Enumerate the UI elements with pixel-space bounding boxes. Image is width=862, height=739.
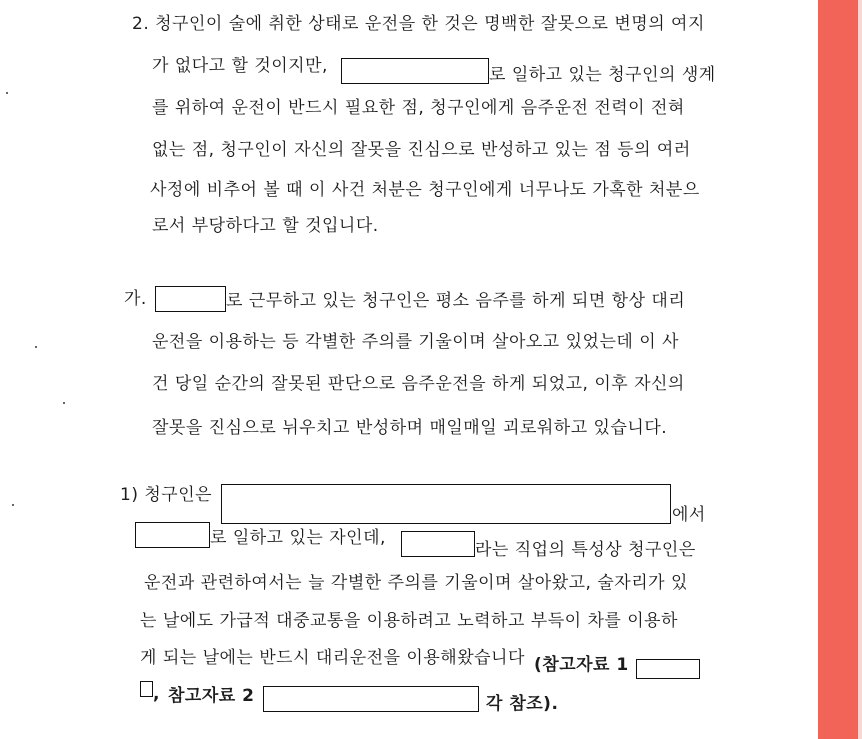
section-1-line-2a: 로 일하고 있는 자인데, [210,528,386,548]
scan-speck [6,92,8,94]
section-2-line-5: 사정에 비추어 볼 때 이 사건 처분은 청구인에게 너무나도 가혹한 처분으 [150,180,700,200]
section-ga-marker: 가. [124,289,147,309]
scan-speck [12,504,14,506]
scan-speck [35,346,37,348]
reference-2-label: 참고자료 2 [168,686,255,706]
section-2-line-3: 를 위하여 운전이 반드시 필요한 점, 청구인에게 음주운전 전력이 전혀 [152,98,685,118]
section-ga-line-4: 잘못을 진심으로 뉘우치고 반성하며 매일매일 괴로워하고 있습니다. [152,418,668,438]
section-1-line-3: 운전과 관련하여서는 늘 각별한 주의를 기울이며 살아왔고, 술자리가 있 [144,573,688,593]
section-1-line-1a: 1) 청구인은 [120,485,213,505]
section-2-line-6: 로서 부당하다고 할 것입니다. [152,216,379,236]
redacted-box [140,681,153,697]
scan-speck [63,402,65,404]
red-margin-stripe [818,0,858,739]
section-2-line-2a: 가 없다고 할 것이지만, [152,56,328,76]
redacted-box [155,286,226,312]
reference-1-label: (참고자료 1 [534,655,629,675]
section-2-line-1: 2. 청구인이 술에 취한 상태로 운전을 한 것은 명백한 잘못으로 변명의 여지 [132,14,705,34]
section-1-line-5a: 게 되는 날에는 반드시 대리운전을 이용해왔습니다 [140,648,525,668]
section-1-line-1b: 에서 [672,505,706,525]
redacted-box [221,484,671,524]
redacted-box [135,522,210,548]
section-1-line-4: 는 날에도 가급적 대중교통을 이용하려고 노력하고 부득이 차를 이용하 [140,611,678,631]
section-1-line-2b: 라는 직업의 특성상 청구인은 [475,540,696,560]
redacted-box [636,659,700,679]
reference-separator: , [153,684,160,704]
reference-suffix: 각 참조). [486,694,559,714]
section-2-line-4: 없는 점, 청구인이 자신의 잘못을 진심으로 반성하고 있는 점 등의 여러 [152,140,691,160]
redacted-box [401,531,475,557]
section-ga-line-1: 로 근무하고 있는 청구인은 평소 음주를 하게 되면 항상 대리 [226,291,686,311]
redacted-box [263,686,479,712]
section-ga-line-3: 건 당일 순간의 잘못된 판단으로 음주운전을 하게 되었고, 이후 자신의 [152,374,685,394]
section-2-line-2b: 로 일하고 있는 청구인의 생계 [489,65,716,85]
section-ga-line-2: 운전을 이용하는 등 각별한 주의를 기울이며 살아오고 있었는데 이 사 [152,332,679,352]
redacted-box [341,58,489,84]
